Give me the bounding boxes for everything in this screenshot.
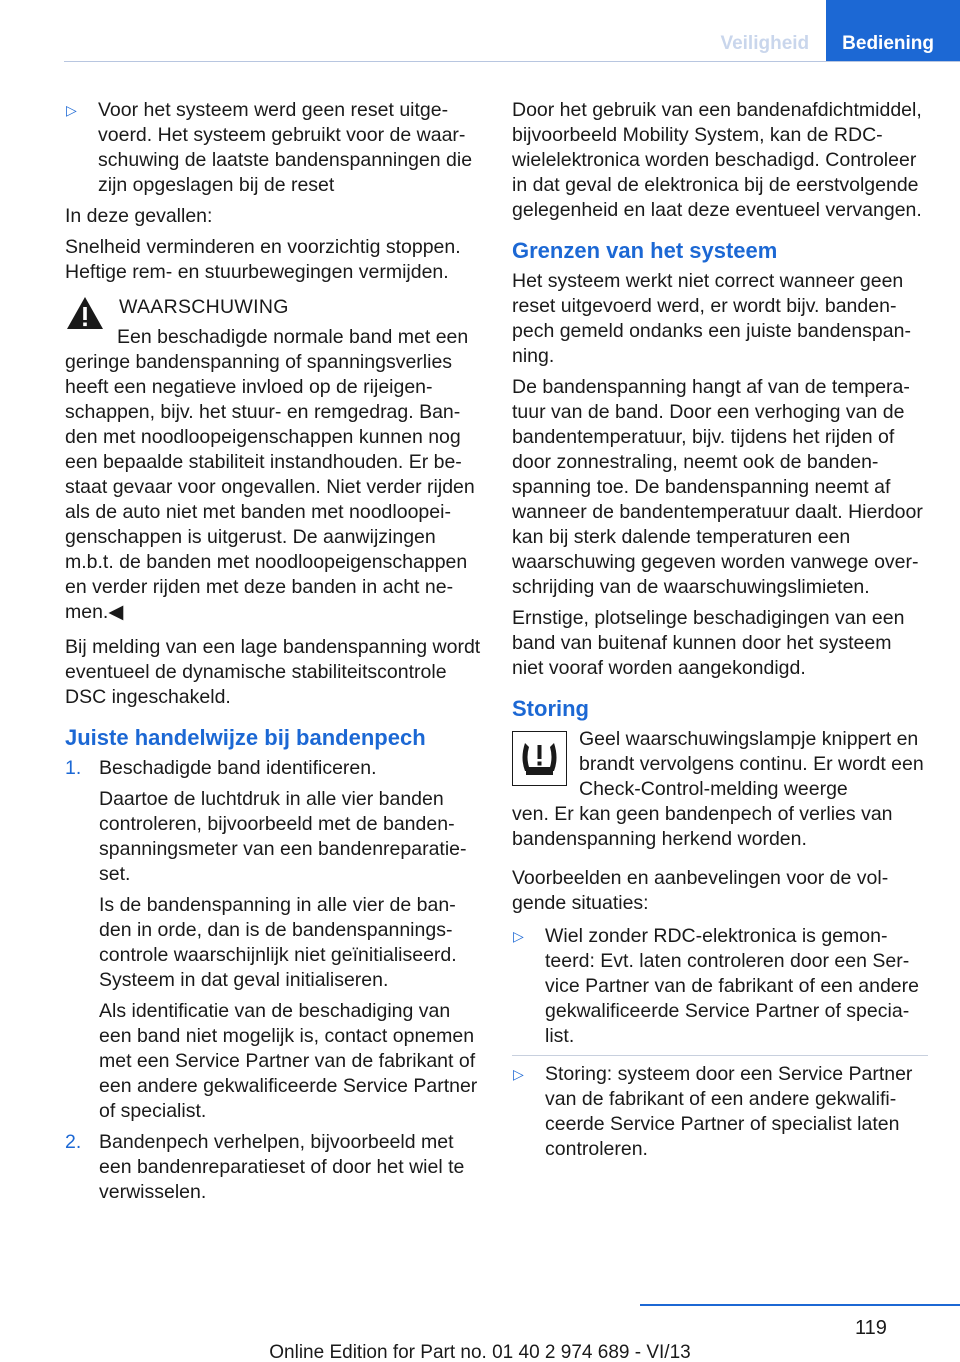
warning-body: Een beschadigde normale band met een geringe bandenspanning of spanningsverlies heeft een negatieve invloed op de rijeigenschappen, bijv. het stuur- en remgedrag. Banden met noodloopeigenschappen kunnen nog een bepaalde stabiliteit instandhouden. Er bestaat gevaar voor ongevallen. Niet verder rijden als de auto niet met banden met noodloopeigenschappen is uitgerust. De aanwijzingen m.b.t. de banden met noodloopeigenschappen en verder rijden met deze banden in acht nemen.◀ — [65, 326, 475, 623]
section-heading: Storing — [512, 696, 589, 721]
step-text: Is de bandenspanning in alle vier de banden in orde, dan is de bandenspanningscontrole waarschijnlijk niet geïnitialiseerd. Systeem in dat geval initialiseren. — [99, 894, 457, 991]
paragraph: ven. Er kan geen bandenpech of verlies van bandenspanning herkend worden. — [512, 803, 893, 850]
numbered-step — [65, 756, 481, 1130]
list-item — [512, 924, 928, 1049]
list-item — [65, 98, 481, 198]
tab-bediening[interactable]: Bediening — [826, 0, 960, 62]
section-heading: Juiste handelwijze bij bandenpech — [65, 725, 426, 750]
paragraph: Ernstige, plotselinge beschadigingen van een band van buitenaf kunnen door het systeem niet vooraf worden aangekondigd. — [512, 607, 905, 679]
list-item — [512, 1062, 928, 1162]
triangle-bullet-icon: ▷ — [513, 1066, 524, 1082]
step-text: Beschadigde band identificeren. — [99, 757, 377, 779]
list-divider — [512, 1055, 928, 1056]
step-number: 2. — [65, 1131, 82, 1153]
paragraph: Voorbeelden en aanbevelingen voor de volgende situaties: — [512, 867, 889, 914]
step-number: 1. — [65, 757, 82, 779]
step-text: Als identificatie van de beschadiging van een band niet mogelijk is, contact opnemen met een Service Partner van de fabrikant of een andere gekwalificeerde Service Partner of specialist. — [99, 1000, 478, 1122]
storing-lead-text: Geel waarschuwingslampje knippert en brandt vervolgens continu. Er wordt een Check-Control-melding weerge — [579, 728, 924, 800]
triangle-bullet-icon: ▷ — [513, 928, 524, 944]
page-header — [703, 0, 960, 62]
tab-veiligheid[interactable]: Veiligheid — [720, 33, 810, 54]
header-divider — [64, 61, 960, 62]
paragraph: Snelheid verminderen en voorzichtig stoppen. Heftige rem- en stuurbewegingen vermijden. — [65, 236, 461, 283]
right-column — [512, 98, 928, 1168]
warning-block — [65, 295, 481, 625]
step-text: Bandenpech verhelpen, bijvoorbeeld met een bandenreparatieset of door het wiel te verwisselen. — [99, 1131, 465, 1203]
left-column — [65, 98, 481, 1211]
storing-lamp-row — [512, 727, 928, 802]
paragraph: Het systeem werkt niet correct wanneer geen reset uitgevoerd werd, er wordt bijv. bandenpech gemeld ondanks een juiste bandenspanning. — [512, 270, 911, 367]
footer-edition: Online Edition for Part no. 01 40 2 974 689 - VI/13 — [269, 1342, 691, 1362]
paragraph: De bandenspanning hangt af van de temperatuur van de band. Door een verhoging van de bandentemperatuur, bijv. tijdens het rijden of door zonnestraling, neemt ook de bandenspanning toe. De bandenspanning neemt af wanneer de bandentemperatuur daalt. Hierdoor kan bij sterk dalende temperaturen een waarschuwing gegeven worden vanwege overschrijding van de waarschuwingslimieten. — [512, 376, 923, 598]
triangle-bullet-icon: ▷ — [66, 102, 77, 118]
bullet-text: Storing: systeem door een Service Partner van de fabrikant of een andere gekwalificeerde Service Partner of specialist laten controleren. — [545, 1063, 913, 1160]
section-heading: Grenzen van het systeem — [512, 238, 778, 263]
bullet-text: Wiel zonder RDC-elektronica is gemonteerd: Evt. laten controleren door een Service Partner van de fabrikant of een andere gekwalificeerde Service Partner of specialist. — [545, 925, 919, 1047]
bullet-text: Voor het systeem werd geen reset uitgevoerd. Het systeem gebruikt voor de waarschuwing de laatste bandenspanningen die zijn opgeslagen bij de reset — [98, 99, 473, 196]
numbered-step — [65, 1130, 481, 1211]
warning-title: WAARSCHUWING — [119, 296, 289, 318]
tire-pressure-warning-icon — [512, 731, 567, 786]
step-text: Daartoe de luchtdruk in alle vier banden controleren, bijvoorbeeld met de bandenspanningsmeter van een bandenreparatieset. — [99, 788, 467, 885]
paragraph: In deze gevallen: — [65, 205, 213, 227]
page-number: 119 — [855, 1317, 887, 1339]
paragraph: Door het gebruik van een bandenafdichtmiddel, bijvoorbeeld Mobility System, kan de RDC-wielelektronica worden beschadigd. Controleer in dat geval de elektronica bij de eerstvolgende gelegenheid en laat deze eventueel vervangen. — [512, 99, 922, 221]
paragraph: Bij melding van een lage bandenspanning wordt eventueel de dynamische stabiliteitscontrole DSC ingeschakeld. — [65, 636, 481, 708]
warning-triangle-icon — [65, 295, 105, 331]
footer-divider — [640, 1304, 960, 1306]
